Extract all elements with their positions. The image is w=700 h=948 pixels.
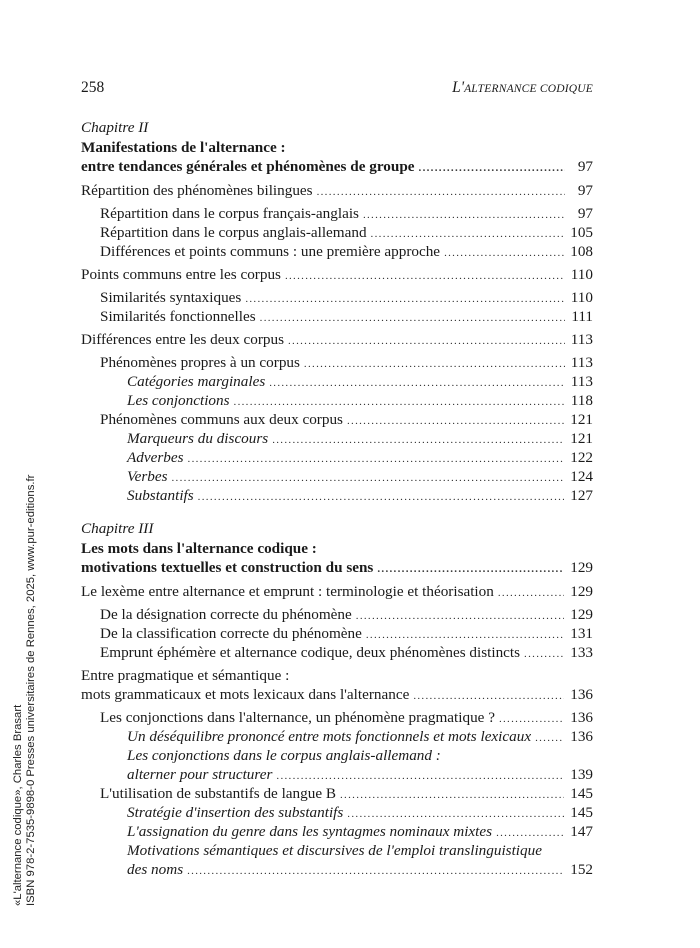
leader-dots [340,786,564,805]
toc-entry-item[interactable] [81,486,593,505]
toc-entry-item[interactable] [81,727,593,746]
leader-dots [356,607,564,626]
toc-entry-title: Phénomènes communs aux deux corpus [100,411,343,428]
toc-entry-title: Marqueurs du discours [127,430,269,447]
toc-entry-title: entre tendances générales et phénomènes de groupe [81,158,415,175]
leader-dots [285,267,565,286]
toc-entry-title: Les conjonctions [127,392,230,409]
toc-entry-title: mots grammaticaux et mots lexicaux dans l'alternance [81,686,410,703]
toc-page: 145 [570,804,593,821]
toc-entry-item[interactable] [81,803,593,822]
toc-entry-title: motivations textuelles et construction du sens [81,559,374,576]
toc-page: 133 [570,644,593,661]
toc-entry-title: Répartition dans le corpus français-anglais [100,205,359,222]
toc-entry-title: Répartition des phénomènes bilingues [81,182,313,199]
leader-dots [524,645,564,664]
chapter-label: Chapitre III [81,520,154,537]
toc-entry-item[interactable] [81,391,593,410]
table-of-contents [81,118,593,879]
toc-entry-title: Substantifs [127,487,194,504]
toc-entry-subsection[interactable] [81,643,593,662]
toc-entry-section-line1: Entre pragmatique et sémantique : [81,667,290,684]
toc-entry-chapter[interactable] [81,558,593,577]
toc-entry-title: De la classification correcte du phénomène [100,625,362,642]
toc-entry-title: Stratégie d'insertion des substantifs [127,804,344,821]
toc-page: 121 [570,411,593,428]
running-title-initial: L' [452,79,465,96]
copyright-line-1: «L'alternance codique», Charles Brasart [12,704,24,906]
toc-entry-title: Un déséquilibre prononcé entre mots fonctionnels et mots lexicaux [127,728,532,745]
toc-entry-item-line1: Motivations sémantiques et discursives de l'emploi translinguistique [127,842,542,859]
toc-entry-title: De la désignation correcte du phénomène [100,606,352,623]
chapter-title-line: Les mots dans l'alternance codique : [81,540,317,557]
toc-entry-title: Similarités fonctionnelles [100,308,256,325]
toc-page: 113 [570,331,593,348]
copyright-sidebar [12,475,38,906]
toc-entry-item[interactable] [81,448,593,467]
leader-dots [272,431,564,450]
toc-entry-title: Différences entre les deux corpus [81,331,284,348]
toc-page: 111 [571,308,593,325]
leader-dots [317,183,565,202]
leader-dots [260,309,565,328]
toc-page: 147 [570,823,593,840]
toc-page: 110 [570,266,593,283]
copyright-line-2: ISBN 978-2-7535-9898-0 Presses universitaires de Rennes, 2025, www.pur-editions.fr [25,474,37,906]
leader-dots [377,560,564,579]
toc-page: 110 [570,289,593,306]
toc-page: 136 [570,709,593,726]
toc-page: 127 [570,487,593,504]
leader-dots [188,450,565,469]
leader-dots [535,729,564,748]
toc-entry-title: Similarités syntaxiques [100,289,242,306]
toc-entry-title: Verbes [127,468,168,485]
toc-page: 121 [570,430,593,447]
toc-entry-subsection[interactable] [81,307,593,326]
toc-page: 124 [570,468,593,485]
toc-entry-title: Le lexème entre alternance et emprunt : terminologie et théorisation [81,583,494,600]
toc-entry-title: Emprunt éphémère et alternance codique, deux phénomènes distincts [100,644,521,661]
toc-entry-subsection[interactable] [81,784,593,803]
toc-entry-item[interactable] [81,372,593,391]
toc-entry-title: Points communs entre les corpus [81,266,281,283]
toc-page: 118 [570,392,593,409]
page-header [81,79,593,99]
toc-entry-title: alterner pour structurer [127,766,273,783]
toc-entry-title: Les conjonctions dans l'alternance, un phénomène pragmatique ? [100,709,495,726]
toc-page: 129 [570,606,593,623]
toc-entry-title: L'assignation du genre dans les syntagmes nominaux mixtes [127,823,493,840]
toc-entry-subsection[interactable] [81,288,593,307]
leader-dots [172,469,565,488]
leader-dots [304,355,565,374]
toc-entry-title: Répartition dans le corpus anglais-allemand [100,224,367,241]
leader-dots [288,332,565,351]
toc-entry-title: L'utilisation de substantifs de langue B [100,785,336,802]
toc-page: 97 [577,205,593,222]
leader-dots [419,159,565,178]
toc-entry-title: Adverbes [127,449,184,466]
toc-page: 105 [570,224,593,241]
toc-entry-subsection[interactable] [81,242,593,261]
running-title-smallcaps: ALTERNANCE CODIQUE [464,83,593,95]
toc-entry-section[interactable] [81,685,593,704]
toc-entry-item[interactable] [81,429,593,448]
toc-entry-subsection[interactable] [81,204,593,223]
leader-dots [245,290,564,309]
toc-entry-item[interactable] [81,822,593,841]
toc-page: 97 [577,158,593,175]
chapter-label: Chapitre II [81,119,149,136]
toc-page: 122 [570,449,593,466]
toc-page: 136 [570,728,593,745]
toc-page: 152 [570,861,593,878]
leader-dots [413,687,564,706]
toc-page: 97 [577,182,593,199]
leader-dots [363,206,565,225]
leader-dots [187,862,564,881]
toc-entry-item-line1: Les conjonctions dans le corpus anglais-allemand : [127,747,441,764]
toc-entry-title: des noms [127,861,184,878]
leader-dots [444,244,564,263]
toc-entry-subsection[interactable] [81,708,593,727]
toc-entry-chapter[interactable] [81,157,593,176]
toc-entry-section[interactable] [81,582,593,601]
toc-page: 136 [570,686,593,703]
running-title [452,79,593,97]
toc-page: 113 [570,373,593,390]
toc-entry-title: Catégories marginales [127,373,266,390]
toc-entry-item[interactable] [81,467,593,486]
toc-entry-section[interactable] [81,330,593,349]
toc-entry-title: Différences et points communs : une première approche [100,243,441,260]
toc-page: 145 [570,785,593,802]
toc-entry-subsection[interactable] [81,410,593,429]
chapter-title-line: Manifestations de l'alternance : [81,139,286,156]
toc-page: 113 [570,354,593,371]
toc-entry-subsection[interactable] [81,353,593,372]
toc-page: 131 [570,625,593,642]
toc-entry-section[interactable] [81,265,593,284]
toc-entry-title: Phénomènes propres à un corpus [100,354,300,371]
toc-page: 108 [570,243,593,260]
leader-dots [347,412,564,431]
toc-page: 129 [570,559,593,576]
toc-entry-section[interactable] [81,181,593,200]
toc-entry-subsection[interactable] [81,223,593,242]
toc-page: 139 [570,766,593,783]
leader-dots [498,584,564,603]
toc-entry-item[interactable] [81,860,593,879]
toc-page: 129 [570,583,593,600]
page-number: 258 [81,79,105,96]
toc-entry-subsection[interactable] [81,624,593,643]
leader-dots [269,374,565,393]
toc-entry-item[interactable] [81,765,593,784]
leader-dots [198,488,565,507]
toc-entry-subsection[interactable] [81,605,593,624]
